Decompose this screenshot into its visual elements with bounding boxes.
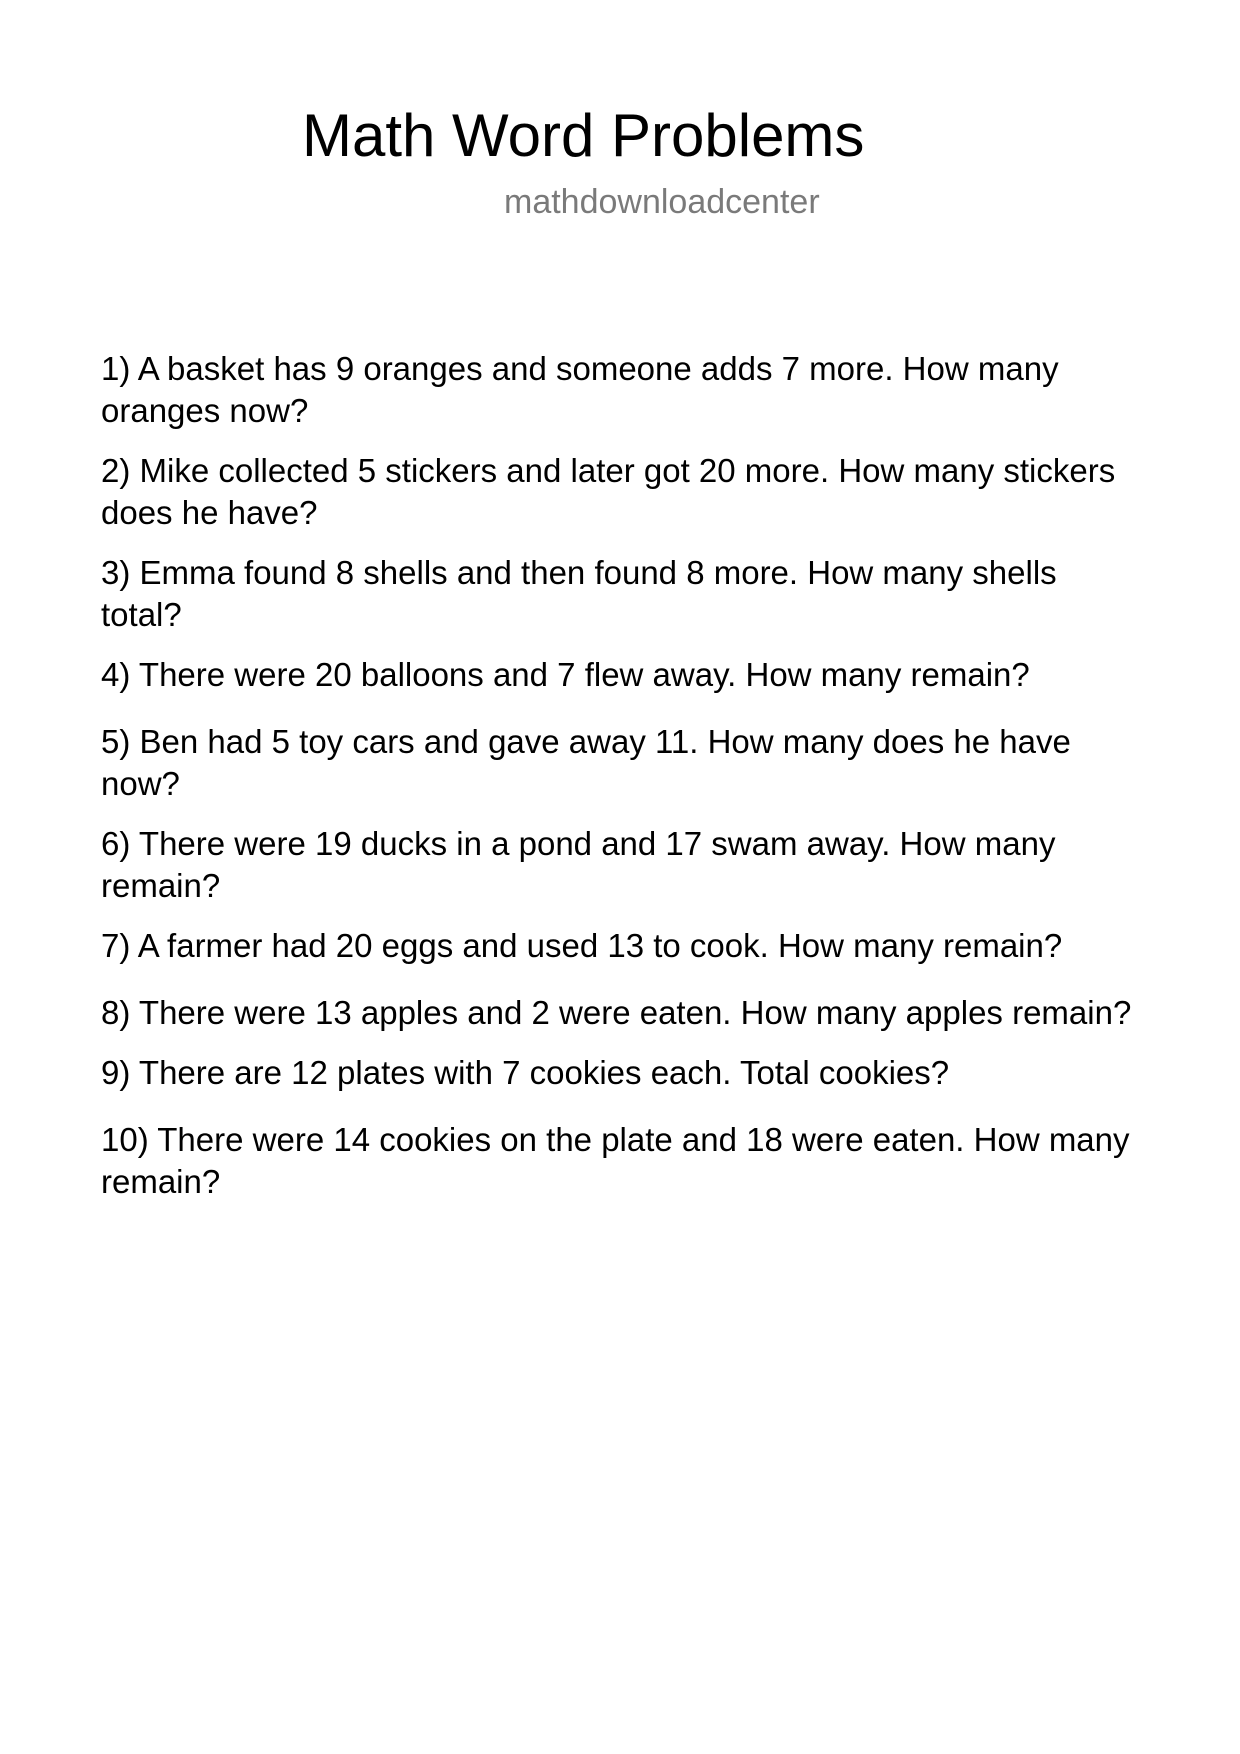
problem-item: 4) There were 20 balloons and 7 flew away. How many remain? bbox=[101, 656, 1030, 693]
problem-item: 1) A basket has 9 oranges and someone adds 7 more. How many oranges now? bbox=[101, 350, 1059, 429]
problem-item: 10) There were 14 cookies on the plate and 18 were eaten. How many remain? bbox=[101, 1121, 1130, 1200]
problem-item: 7) A farmer had 20 eggs and used 13 to cook. How many remain? bbox=[101, 927, 1063, 964]
problem-item: 6) There were 19 ducks in a pond and 17 swam away. How many remain? bbox=[101, 825, 1056, 904]
page-title: Math Word Problems bbox=[302, 102, 865, 169]
problem-item: 8) There were 13 apples and 2 were eaten. How many apples remain? bbox=[101, 994, 1132, 1031]
problem-item: 2) Mike collected 5 stickers and later got 20 more. How many stickers does he have? bbox=[101, 452, 1116, 531]
page-subtitle: mathdownloadcenter bbox=[504, 183, 820, 221]
problem-item: 9) There are 12 plates with 7 cookies each. Total cookies? bbox=[101, 1054, 950, 1091]
problem-item: 5) Ben had 5 toy cars and gave away 11. How many does he have now? bbox=[101, 723, 1071, 802]
problem-list bbox=[101, 348, 1146, 1221]
problem-item: 3) Emma found 8 shells and then found 8 more. How many shells total? bbox=[101, 554, 1057, 633]
